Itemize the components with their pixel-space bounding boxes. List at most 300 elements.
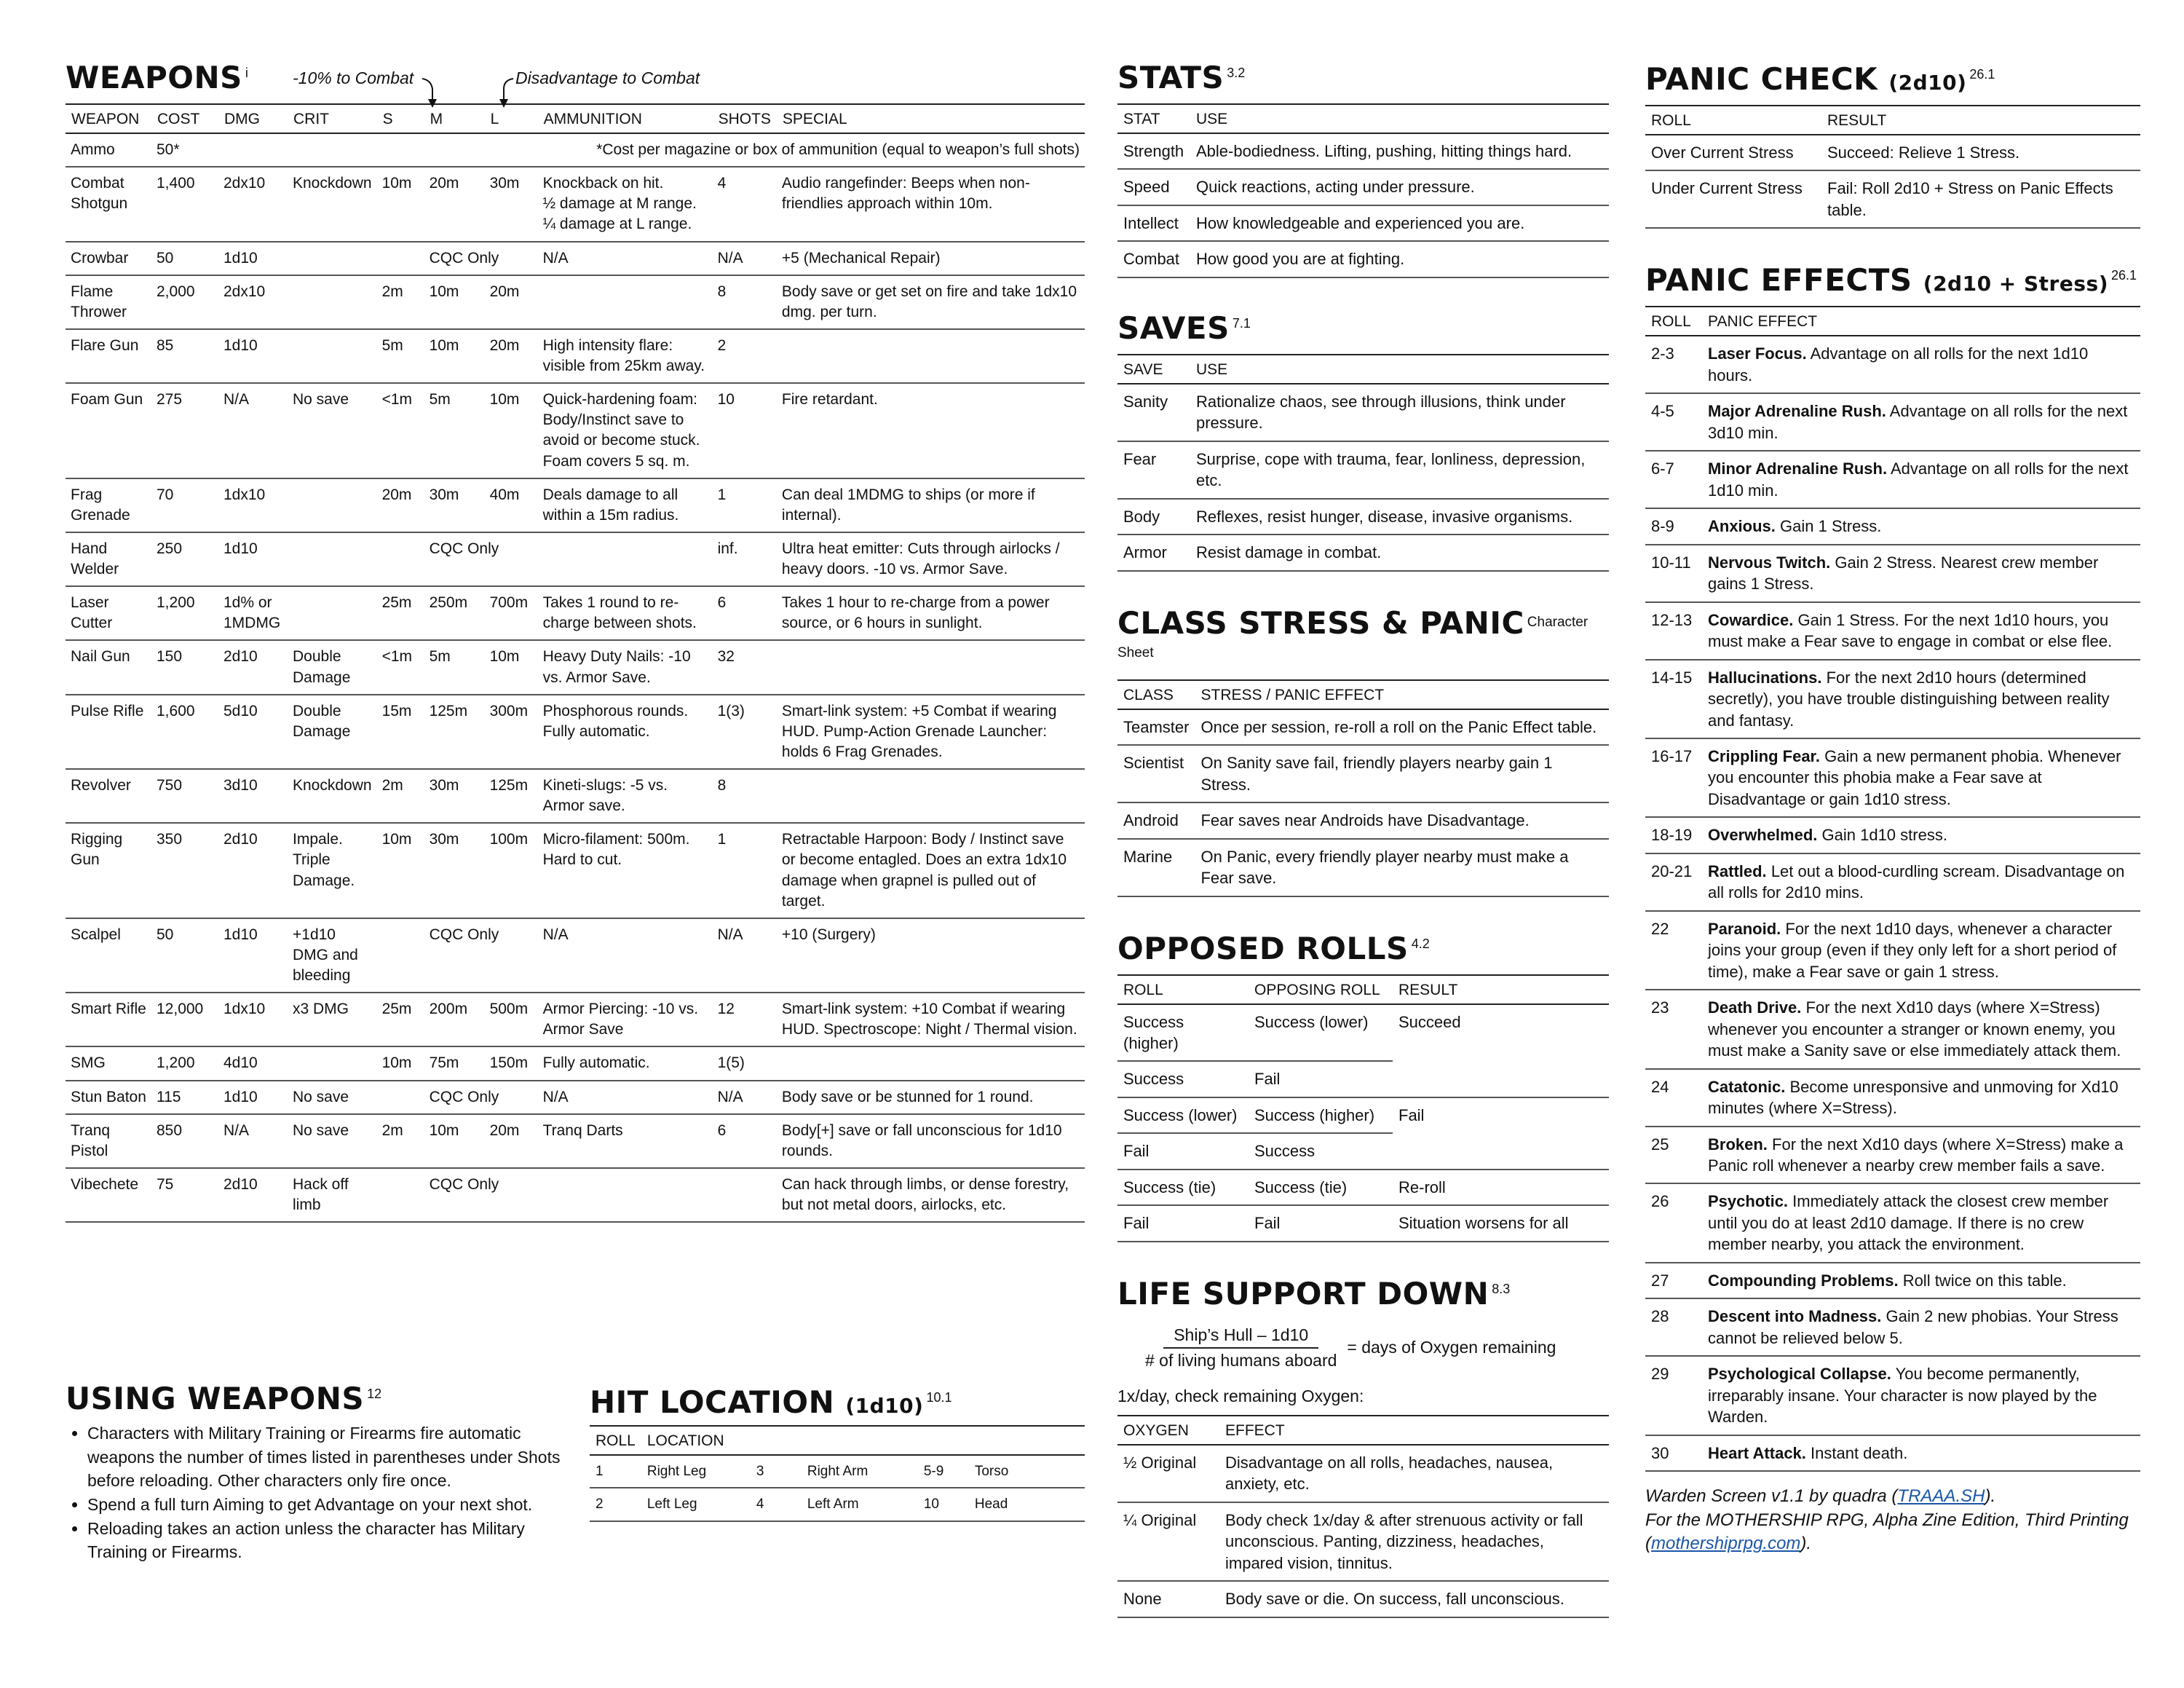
ammo-note: *Cost per magazine or box of ammunition (equal to weapon’s full shots) bbox=[218, 133, 1085, 167]
panic-effect-name: Psychological Collapse. bbox=[1708, 1365, 1891, 1384]
weapon-crit: Impale. Triple Damage. bbox=[288, 823, 377, 918]
table-row bbox=[1117, 709, 1609, 745]
table-row bbox=[1117, 535, 1609, 570]
table-row bbox=[1117, 745, 1609, 802]
weapon-dmg: 3d10 bbox=[218, 769, 288, 823]
panic-check-title: PANIC CHECK (2d10) $^{26.1}$ bbox=[1645, 61, 1995, 97]
table-row: Success Fail bbox=[1117, 1061, 1609, 1097]
weapon-name: Rigging Gun bbox=[66, 823, 151, 918]
opposed-header-roll: ROLL bbox=[1117, 975, 1249, 1004]
weapon-cqc: CQC Only bbox=[424, 532, 538, 586]
weapon-special: Retractable Harpoon: Body / Instinct save or become entagled. Does an extra 1dx10 damage when grapnel is pulled out of target. bbox=[777, 823, 1085, 918]
weapon-range-s: <1m bbox=[377, 383, 424, 478]
weapon-name: Frag Grenade bbox=[66, 478, 151, 532]
panic-effect-name: Anxious. bbox=[1708, 517, 1776, 536]
stat-use: How knowledgeable and experienced you are. bbox=[1190, 205, 1609, 241]
panic-effect-name: Descent into Madness. bbox=[1708, 1307, 1882, 1326]
weapon-ammo: Heavy Duty Nails: -10 vs. Armor Save. bbox=[538, 640, 713, 694]
weapon-row bbox=[66, 586, 1085, 640]
saves-table bbox=[1117, 354, 1609, 572]
panic-effect-row bbox=[1645, 911, 2140, 990]
weapon-range-l: 40m bbox=[485, 478, 538, 532]
weapon-crit: Knockdown bbox=[288, 167, 377, 241]
annotation-m-range: -10% to Combat bbox=[293, 68, 414, 87]
weapon-range-l: 20m bbox=[485, 329, 538, 383]
table-row bbox=[1117, 241, 1609, 277]
panic-effect-text: Advantage on all rolls for the next 1d10 min. bbox=[1708, 460, 2129, 500]
weapon-name: Flare Gun bbox=[66, 329, 151, 383]
weapon-row bbox=[66, 695, 1085, 769]
hit-location: Torso bbox=[969, 1455, 1085, 1488]
weapon-crit: Hack off limb bbox=[288, 1168, 377, 1222]
weapon-range-m: 10m bbox=[424, 1114, 485, 1168]
effect-header: EFFECT bbox=[1219, 1416, 1609, 1445]
panic-effect-text: You become permanently, irreparably insane. Your character is now played by the Warden. bbox=[1708, 1365, 2097, 1427]
weapon-row bbox=[66, 1081, 1085, 1114]
panic-effect bbox=[1702, 1127, 2140, 1184]
weapon-shots: 6 bbox=[713, 586, 777, 640]
oxygen-check-text: 1x/day, check remaining Oxygen: bbox=[1117, 1386, 1364, 1405]
weapon-dmg: 2d10 bbox=[218, 640, 288, 694]
weapon-row bbox=[66, 329, 1085, 383]
table-row bbox=[1117, 1581, 1609, 1617]
panic-effect-name: Crippling Fear. bbox=[1708, 746, 1821, 765]
weapon-shots: 12 bbox=[713, 993, 777, 1046]
panic-effect-text: For the next 1d10 days, whenever a character joins your group (even if they only left for a short period of time), make a Fear save or gain 1 stress. bbox=[1708, 919, 2117, 981]
weapon-cost: 1,600 bbox=[151, 695, 218, 769]
hit-location-section bbox=[590, 1384, 1085, 1522]
opposed-result: Fail bbox=[1393, 1097, 1609, 1170]
weapon-range-m: 20m bbox=[424, 167, 485, 241]
panic-effect-text: Let out a blood-curdling scream. Disadvantage on all rolls for 2d10 mins. bbox=[1708, 861, 2125, 902]
opposed-header-result: RESULT bbox=[1393, 975, 1609, 1004]
weapon-cqc: CQC Only bbox=[424, 918, 538, 993]
weapon-row bbox=[66, 918, 1085, 993]
panic-effect-row bbox=[1645, 1069, 2140, 1127]
weapon-name: Ammo bbox=[66, 133, 151, 167]
panic-roll: 29 bbox=[1645, 1356, 1702, 1435]
table-row: Success (tie) Success (tie) Re-roll bbox=[1117, 1170, 1609, 1205]
panic-roll: 20-21 bbox=[1645, 853, 1702, 911]
stats-header-use: USE bbox=[1190, 104, 1609, 133]
weapons-header-weapon: WEAPON bbox=[66, 104, 151, 133]
panic-check-roll: Under Current Stress bbox=[1645, 170, 1821, 228]
panic-roll: 16-17 bbox=[1645, 738, 1702, 817]
weapon-ammo: Phosphorous rounds. Fully automatic. bbox=[538, 695, 713, 769]
weapon-dmg: 1dx10 bbox=[218, 993, 288, 1046]
weapon-special: +10 (Surgery) bbox=[777, 918, 1085, 993]
weapon-cost: 50 bbox=[151, 918, 218, 993]
class-header-effect: STRESS / PANIC EFFECT bbox=[1195, 680, 1609, 709]
save-name: Sanity bbox=[1117, 384, 1190, 441]
weapons-title: WEAPONS $^i$ bbox=[66, 60, 248, 95]
weapon-row bbox=[66, 823, 1085, 918]
life-support-title: LIFE SUPPORT DOWN $^{8.3}$ bbox=[1117, 1275, 1511, 1312]
save-use: Reflexes, resist hunger, disease, invasive organisms. bbox=[1190, 499, 1609, 535]
panic-effect bbox=[1702, 451, 2140, 508]
weapon-ammo: N/A bbox=[538, 1081, 713, 1114]
weapon-special: Can deal 1MDMG to ships (or more if internal). bbox=[777, 478, 1085, 532]
stat-name: Strength bbox=[1117, 133, 1190, 169]
weapon-range-m: 30m bbox=[424, 823, 485, 918]
panic-effect-name: Paranoid. bbox=[1708, 919, 1781, 938]
hit-roll: 1 bbox=[590, 1455, 641, 1488]
weapons-header-shots: SHOTS bbox=[713, 104, 777, 133]
panic-effect bbox=[1702, 738, 2140, 817]
weapons-header-crit: CRIT bbox=[288, 104, 377, 133]
weapon-ammo: Armor Piercing: -10 vs. Armor Save bbox=[538, 993, 713, 1046]
save-name: Armor bbox=[1117, 535, 1190, 570]
weapon-ammo: High intensity flare: visible from 25km away. bbox=[538, 329, 713, 383]
panic-effect-row bbox=[1645, 451, 2140, 508]
weapons-header-ammunition: AMMUNITION bbox=[538, 104, 713, 133]
weapon-range-s: 2m bbox=[377, 1114, 424, 1168]
panic-effect-name: Minor Adrenaline Rush. bbox=[1708, 460, 1888, 478]
weapon-crit: Double Damage bbox=[288, 640, 377, 694]
panic-effect-text: Gain 1d10 stress. bbox=[1821, 826, 1947, 845]
weapon-shots: 10 bbox=[713, 383, 777, 478]
hit-location: Left Leg bbox=[641, 1488, 751, 1521]
weapon-name: Crowbar bbox=[66, 242, 151, 275]
panic-effect bbox=[1702, 1435, 2140, 1471]
life-support-table bbox=[1117, 1415, 1609, 1618]
weapon-special: Smart-link system: +5 Combat if wearing HUD. Pump-Action Grenade Launcher: holds 6 Frag Grenades. bbox=[777, 695, 1085, 769]
hit-location-table bbox=[590, 1425, 1085, 1522]
save-use: Rationalize chaos, see through illusions, think under pressure. bbox=[1190, 384, 1609, 441]
oxygen-level: ½ Original bbox=[1117, 1445, 1219, 1502]
weapon-ammo: N/A bbox=[538, 918, 713, 993]
panic-effect bbox=[1702, 508, 2140, 544]
weapon-dmg: N/A bbox=[218, 1114, 288, 1168]
panic-effect-name: Compounding Problems. bbox=[1708, 1271, 1899, 1290]
weapons-header-l: L bbox=[485, 104, 538, 133]
panic-effect-text: For the next Xd10 days (where X=Stress) make a Panic roll whenever a nearby crew member fails a save. bbox=[1708, 1135, 2124, 1175]
weapon-crit: Double Damage bbox=[288, 695, 377, 769]
weapon-shots: inf. bbox=[713, 532, 777, 586]
weapon-ammo: Micro-filament: 500m. Hard to cut. bbox=[538, 823, 713, 918]
weapon-range-m: 200m bbox=[424, 993, 485, 1046]
weapon-cqc: CQC Only bbox=[424, 1168, 538, 1222]
weapon-range-s bbox=[377, 532, 424, 586]
panic-roll: 22 bbox=[1645, 911, 1702, 990]
weapons-header-row bbox=[66, 104, 1085, 133]
weapon-name: Laser Cutter bbox=[66, 586, 151, 640]
weapons-header-special: SPECIAL bbox=[777, 104, 1085, 133]
opposed-result: Re-roll bbox=[1393, 1170, 1609, 1205]
weapon-ammo bbox=[538, 1168, 713, 1222]
weapon-cost: 70 bbox=[151, 478, 218, 532]
panic-roll: 4-5 bbox=[1645, 393, 1702, 451]
weapon-dmg: N/A bbox=[218, 383, 288, 478]
panic-effect-name: Broken. bbox=[1708, 1135, 1768, 1153]
panic-effects-header-effect: PANIC EFFECT bbox=[1702, 307, 2140, 336]
weapon-range-m: 5m bbox=[424, 383, 485, 478]
panic-effect-row bbox=[1645, 853, 2140, 911]
mothership-link[interactable]: mothershiprpg.com bbox=[1651, 1534, 1801, 1554]
weapon-special: Can hack through limbs, or dense forestry, but not metal doors, airlocks, etc. bbox=[777, 1168, 1085, 1222]
panic-effect-row bbox=[1645, 545, 2140, 602]
weapon-name: Nail Gun bbox=[66, 640, 151, 694]
formula-numerator: Ship’s Hull – 1d10 bbox=[1163, 1325, 1318, 1349]
weapon-crit bbox=[288, 242, 377, 275]
weapon-ammo: Deals damage to all within a 15m radius. bbox=[538, 478, 713, 532]
panic-roll: 26 bbox=[1645, 1183, 1702, 1262]
panic-effect bbox=[1702, 602, 2140, 660]
weapon-dmg: 1d10 bbox=[218, 242, 288, 275]
weapon-name: Flame Thrower bbox=[66, 275, 151, 329]
table-row bbox=[1117, 441, 1609, 499]
weapon-dmg: 1d% or 1MDMG bbox=[218, 586, 288, 640]
weapons-header-s: S bbox=[377, 104, 424, 133]
panic-check-header-roll: ROLL bbox=[1645, 106, 1821, 135]
weapon-ammo bbox=[538, 275, 713, 329]
weapon-range-s bbox=[377, 1081, 424, 1114]
table-row bbox=[1117, 169, 1609, 205]
weapon-special: +5 (Mechanical Repair) bbox=[777, 242, 1085, 275]
weapon-special: Body save or get set on fire and take 1dx10 dmg. per turn. bbox=[777, 275, 1085, 329]
weapon-range-m: 125m bbox=[424, 695, 485, 769]
list-item: • Spend a full turn Aiming to get Advantage on your next shot. bbox=[87, 1493, 575, 1517]
middle-column bbox=[1117, 60, 1609, 1618]
panic-effect-text: Gain 2 new phobias. Your Stress cannot be relieved below 5. bbox=[1708, 1307, 2118, 1347]
weapon-cqc: CQC Only bbox=[424, 242, 538, 275]
weapon-row bbox=[66, 167, 1085, 241]
panic-roll: 18-19 bbox=[1645, 817, 1702, 853]
panic-effect-text: Roll twice on this table. bbox=[1902, 1271, 2067, 1290]
traaash-link[interactable]: TRAAA.SH bbox=[1897, 1486, 1985, 1507]
weapon-ammo: Tranq Darts bbox=[538, 1114, 713, 1168]
table-row bbox=[1117, 205, 1609, 241]
weapon-name: Scalpel bbox=[66, 918, 151, 993]
credits: Warden Screen v1.1 by quadra (TRAAA.SH). For the MOTHERSHIP RPG, Alpha Zine Edition, Third Printing (mothershiprpg.com). bbox=[1645, 1486, 2129, 1554]
weapon-special: Smart-link system: +10 Combat if wearing HUD. Spectroscope: Night / Thermal vision. bbox=[777, 993, 1085, 1046]
oxygen-effect: Disadvantage on all rolls, headaches, nausea, anxiety, etc. bbox=[1219, 1445, 1609, 1502]
weapon-range-l: 700m bbox=[485, 586, 538, 640]
hit-location: Head bbox=[969, 1488, 1085, 1521]
panic-effect-name: Psychotic. bbox=[1708, 1192, 1789, 1211]
panic-roll: 25 bbox=[1645, 1127, 1702, 1184]
weapon-shots: 6 bbox=[713, 1114, 777, 1168]
weapon-crit: Knockdown bbox=[288, 769, 377, 823]
weapon-range-l: 300m bbox=[485, 695, 538, 769]
weapon-shots: 1(3) bbox=[713, 695, 777, 769]
weapon-range-m: 75m bbox=[424, 1046, 485, 1080]
panic-effect bbox=[1702, 911, 2140, 990]
panic-effect bbox=[1702, 393, 2140, 451]
weapon-range-l: 125m bbox=[485, 769, 538, 823]
weapon-shots: 1 bbox=[713, 478, 777, 532]
opposed-rolls-title: OPPOSED ROLLS $^{4.2}$ bbox=[1117, 930, 1430, 966]
using-weapons-title: USING WEAPONS $^{12}$ bbox=[66, 1381, 382, 1416]
weapon-special: Body save or be stunned for 1 round. bbox=[777, 1081, 1085, 1114]
hit-header-location: LOCATION bbox=[641, 1426, 1085, 1455]
weapon-crit bbox=[288, 329, 377, 383]
hit-header-roll: ROLL bbox=[590, 1426, 641, 1455]
weapon-range-s: 2m bbox=[377, 275, 424, 329]
panic-roll: 14-15 bbox=[1645, 660, 1702, 738]
weapon-range-s: 25m bbox=[377, 993, 424, 1046]
saves-header-save: SAVE bbox=[1117, 355, 1190, 384]
panic-effect-name: Overwhelmed. bbox=[1708, 826, 1818, 845]
panic-roll: 6-7 bbox=[1645, 451, 1702, 508]
weapon-dmg: 1d10 bbox=[218, 918, 288, 993]
formula-equals: = days of Oxygen remaining bbox=[1347, 1338, 1556, 1357]
stats-title: STATS $^{3.2}$ bbox=[1117, 60, 1246, 95]
weapon-name: Stun Baton bbox=[66, 1081, 151, 1114]
stat-name: Combat bbox=[1117, 241, 1190, 277]
panic-effect bbox=[1702, 1263, 2140, 1298]
panic-effect bbox=[1702, 1183, 2140, 1262]
panic-check-result: Succeed: Relieve 1 Stress. bbox=[1821, 135, 2140, 170]
panic-effect-name: Major Adrenaline Rush. bbox=[1708, 402, 1886, 421]
table-row bbox=[1117, 1502, 1609, 1581]
weapon-shots: N/A bbox=[713, 918, 777, 993]
panic-effect-text: Advantage on all rolls for the next 1d10 hours. bbox=[1708, 344, 2089, 384]
stat-name: Intellect bbox=[1117, 205, 1190, 241]
saves-title: SAVES $^{7.1}$ bbox=[1117, 309, 1251, 346]
weapon-cost: 50* bbox=[151, 133, 218, 167]
table-row bbox=[1117, 499, 1609, 535]
weapon-dmg: 2d10 bbox=[218, 1168, 288, 1222]
table-row bbox=[1645, 135, 2140, 170]
weapon-row bbox=[66, 242, 1085, 275]
oxygen-effect: Body check 1x/day & after strenuous activity or fall unconscious. Panting, dizziness, headaches, impared vision, tinnitus. bbox=[1219, 1502, 1609, 1581]
panic-effect-row bbox=[1645, 817, 2140, 853]
class-stress-title: CLASS STRESS & PANIC $^{Character Sheet}$ bbox=[1117, 604, 1588, 660]
weapon-row bbox=[66, 383, 1085, 478]
panic-effects-title: PANIC EFFECTS (2d10 + Stress) $^{26.1}$ bbox=[1645, 262, 2137, 299]
list-item: • Characters with Military Training or Firearms fire automatic weapons the number of times listed in parentheses under Shots before reloading. Other characters only fire once. bbox=[87, 1421, 575, 1493]
weapon-special bbox=[777, 769, 1085, 823]
stat-use: Able-bodiedness. Lifting, pushing, hitting things hard. bbox=[1190, 133, 1609, 169]
weapon-shots: N/A bbox=[713, 1081, 777, 1114]
panic-check-header-result: RESULT bbox=[1821, 106, 2140, 135]
weapon-crit bbox=[288, 532, 377, 586]
weapons-table bbox=[66, 103, 1085, 1223]
weapon-cost: 850 bbox=[151, 1114, 218, 1168]
hit-location: Left Arm bbox=[802, 1488, 918, 1521]
opposed-header-opposing: OPPOSING ROLL bbox=[1249, 975, 1393, 1004]
weapon-dmg: 2dx10 bbox=[218, 275, 288, 329]
panic-roll: 28 bbox=[1645, 1298, 1702, 1356]
panic-effect-name: Heart Attack. bbox=[1708, 1443, 1806, 1462]
weapon-special: Takes 1 hour to re-charge from a power source, or 6 hours in sunlight. bbox=[777, 586, 1085, 640]
weapon-name: Tranq Pistol bbox=[66, 1114, 151, 1168]
panic-effect-row bbox=[1645, 1127, 2140, 1184]
weapon-special: Body[+] save or fall unconscious for 1d10 rounds. bbox=[777, 1114, 1085, 1168]
panic-effect-row bbox=[1645, 508, 2140, 544]
panic-effect-text: Gain 2 Stress. Nearest crew member gains 1 Stress. bbox=[1708, 553, 2099, 593]
weapon-shots bbox=[713, 1168, 777, 1222]
weapon-range-s: <1m bbox=[377, 640, 424, 694]
panic-effect-text: For the next 2d10 hours (determined secretly), you have trouble distinguishing between reality and fantasy. bbox=[1708, 668, 2110, 730]
range-arrows-icon bbox=[422, 73, 568, 109]
weapon-ammo: Takes 1 round to re-charge between shots. bbox=[538, 586, 713, 640]
weapon-dmg: 1d10 bbox=[218, 1081, 288, 1114]
panic-roll: 30 bbox=[1645, 1435, 1702, 1471]
weapon-row bbox=[66, 769, 1085, 823]
using-weapons-list bbox=[66, 1421, 575, 1564]
weapon-range-m: 250m bbox=[424, 586, 485, 640]
oxygen-header: OXYGEN bbox=[1117, 1416, 1219, 1445]
weapon-range-m: 10m bbox=[424, 329, 485, 383]
weapon-crit bbox=[288, 586, 377, 640]
weapon-range-s: 20m bbox=[377, 478, 424, 532]
weapon-name: Foam Gun bbox=[66, 383, 151, 478]
panic-effect-name: Catatonic. bbox=[1708, 1077, 1786, 1096]
using-weapons-section bbox=[66, 1381, 575, 1564]
weapon-dmg: 2dx10 bbox=[218, 167, 288, 241]
weapons-header-dmg: DMG bbox=[218, 104, 288, 133]
weapon-shots: 8 bbox=[713, 769, 777, 823]
panic-effect-text: Become unresponsive and unmoving for Xd10 minutes (where X=Stress). bbox=[1708, 1077, 2118, 1118]
class-header-class: CLASS bbox=[1117, 680, 1195, 709]
class-effect: On Panic, every friendly player nearby must make a Fear save. bbox=[1195, 839, 1609, 896]
panic-effect-row bbox=[1645, 336, 2140, 393]
weapon-range-l: 150m bbox=[485, 1046, 538, 1080]
weapon-name: Hand Welder bbox=[66, 532, 151, 586]
panic-effect-row bbox=[1645, 1435, 2140, 1471]
table-row: Fail Fail Situation worsens for all bbox=[1117, 1205, 1609, 1241]
weapon-ammo: N/A bbox=[538, 242, 713, 275]
table-row: Fail Success bbox=[1117, 1133, 1609, 1169]
stats-table bbox=[1117, 103, 1609, 278]
hit-roll: 10 bbox=[918, 1488, 969, 1521]
oxygen-effect: Body save or die. On success, fall unconscious. bbox=[1219, 1581, 1609, 1617]
weapon-range-s: 10m bbox=[377, 167, 424, 241]
stat-name: Speed bbox=[1117, 169, 1190, 205]
panic-roll: 24 bbox=[1645, 1069, 1702, 1127]
panic-effect bbox=[1702, 545, 2140, 602]
class-effect: Fear saves near Androids have Disadvantage. bbox=[1195, 802, 1609, 838]
weapon-name: SMG bbox=[66, 1046, 151, 1080]
panic-effect-text: Instant death. bbox=[1811, 1443, 1908, 1462]
weapon-cost: 1,200 bbox=[151, 586, 218, 640]
panic-check-table bbox=[1645, 105, 2140, 229]
panic-effect-row bbox=[1645, 1356, 2140, 1435]
weapons-header-m: M bbox=[424, 104, 485, 133]
panic-effect-row bbox=[1645, 1183, 2140, 1262]
weapon-range-s: 25m bbox=[377, 586, 424, 640]
panic-effect-name: Rattled. bbox=[1708, 861, 1767, 880]
weapon-row bbox=[66, 1168, 1085, 1222]
weapon-cost: 150 bbox=[151, 640, 218, 694]
weapon-cqc: CQC Only bbox=[424, 1081, 538, 1114]
panic-effect-name: Death Drive. bbox=[1708, 998, 1802, 1017]
panic-effect bbox=[1702, 660, 2140, 738]
weapon-range-l: 30m bbox=[485, 167, 538, 241]
weapon-range-l: 100m bbox=[485, 823, 538, 918]
panic-effect-text: Immediately attack the closest crew member until you do at least 2d10 damage. If there is no crew member nearby, you attack the environment. bbox=[1708, 1192, 2109, 1254]
panic-roll: 8-9 bbox=[1645, 508, 1702, 544]
saves-header-use: USE bbox=[1190, 355, 1609, 384]
weapon-ammo: Knockback on hit. ½ damage at M range. ¼ damage at L range. bbox=[538, 167, 713, 241]
weapon-range-l: 10m bbox=[485, 383, 538, 478]
table-row: Success (higher) Success (lower) Succeed bbox=[1117, 1004, 1609, 1062]
weapon-crit: No save bbox=[288, 383, 377, 478]
weapon-shots: 2 bbox=[713, 329, 777, 383]
hit-location: Right Arm bbox=[802, 1455, 918, 1488]
table-row bbox=[1117, 133, 1609, 169]
panic-effect bbox=[1702, 853, 2140, 911]
class-name: Teamster bbox=[1117, 709, 1195, 745]
weapon-special bbox=[777, 640, 1085, 694]
weapon-crit bbox=[288, 478, 377, 532]
panic-effect-name: Nervous Twitch. bbox=[1708, 553, 1831, 572]
panic-effect bbox=[1702, 336, 2140, 393]
weapon-range-s: 5m bbox=[377, 329, 424, 383]
weapon-row bbox=[66, 993, 1085, 1046]
